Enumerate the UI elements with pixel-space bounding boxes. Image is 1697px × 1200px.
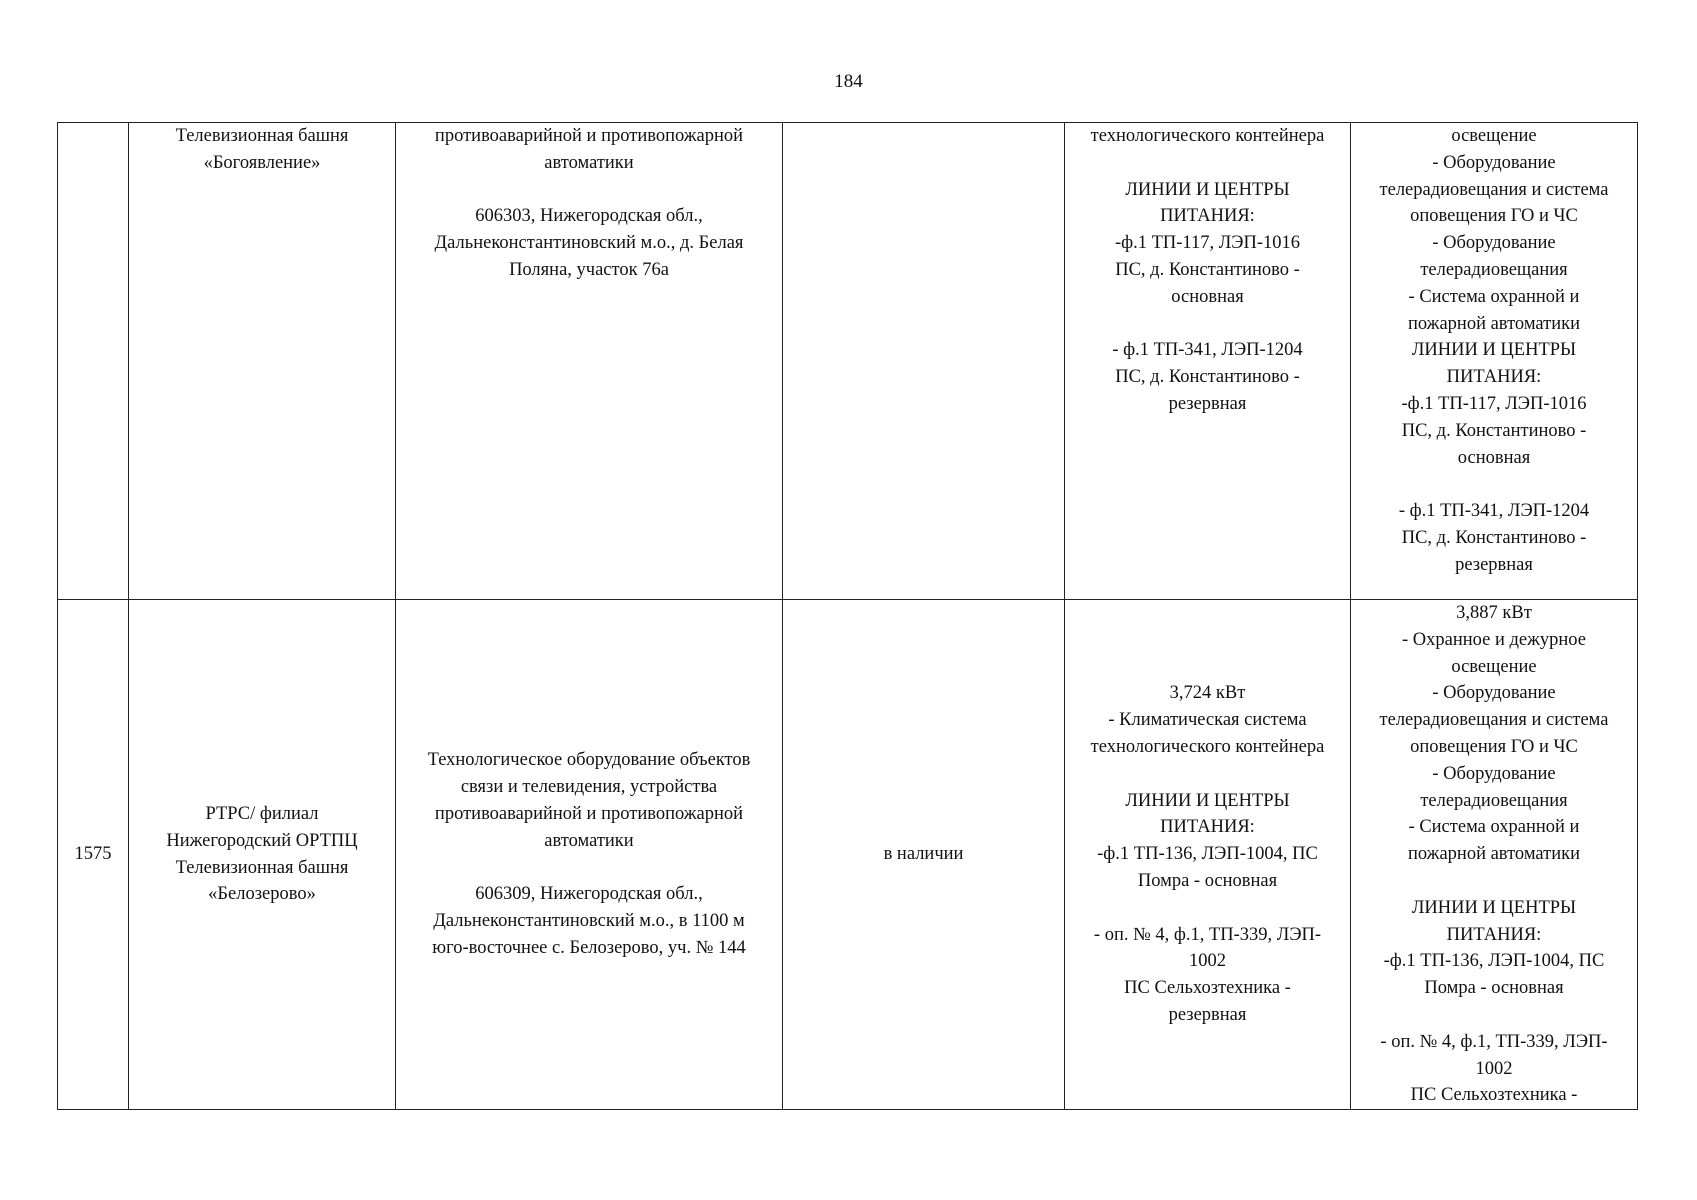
cell-power-total: 3,887 кВт - Охранное и дежурное освещение - Оборудование телерадиовещания и система оповещения ГО и ЧС - Оборудование телерадиовещания - Система охранной и пожарной автоматики ЛИНИИ И ЦЕНТРЫ ПИТАНИЯ: -ф.1 ТП-136, ЛЭП-1004, ПС Помра - основная - оп. № 4, ф.1, ТП-339, ЛЭП- 1002 ПС Сельхозтехника -: [1351, 600, 1638, 1110]
cell-description: противоаварийной и противопожарной автоматики 606303, Нижегородская обл., Дальнеконстантиновский м.о., д. Белая Поляна, участок 76а: [396, 123, 783, 600]
cell-power-primary: 3,724 кВт - Климатическая система технологического контейнера ЛИНИИ И ЦЕНТРЫ ПИТАНИЯ: -ф.1 ТП-136, ЛЭП-1004, ПС Помра - основная - оп. № 4, ф.1, ТП-339, ЛЭП- 1002 ПС Сельхозтехника - резервная: [1065, 600, 1351, 1110]
registry-table: [57, 122, 1638, 1110]
cell-status: [783, 123, 1065, 600]
cell-object-name: Телевизионная башня «Богоявление»: [129, 123, 396, 600]
cell-number: 1575: [58, 600, 129, 1110]
cell-status: в наличии: [783, 600, 1065, 1110]
cell-object-name: РТРС/ филиал Нижегородский ОРТПЦ Телевизионная башня «Белозерово»: [129, 600, 396, 1110]
cell-description: Технологическое оборудование объектов связи и телевидения, устройства противоаварийной и противопожарной автоматики 606309, Нижегородская обл., Дальнеконстантиновский м.о., в 1100 м юго-восточнее с. Белозерово, уч. № 144: [396, 600, 783, 1110]
cell-power-primary: технологического контейнера ЛИНИИ И ЦЕНТРЫ ПИТАНИЯ: -ф.1 ТП-117, ЛЭП-1016 ПС, д. Константиново - основная - ф.1 ТП-341, ЛЭП-1204 ПС, д. Константиново - резервная: [1065, 123, 1351, 600]
table-row: [58, 600, 1638, 1110]
cell-power-total: освещение - Оборудование телерадиовещания и система оповещения ГО и ЧС - Оборудование телерадиовещания - Система охранной и пожарной автоматики ЛИНИИ И ЦЕНТРЫ ПИТАНИЯ: -ф.1 ТП-117, ЛЭП-1016 ПС, д. Константиново - основная - ф.1 ТП-341, ЛЭП-1204 ПС, д. Константиново - резервная: [1351, 123, 1638, 600]
cell-number: [58, 123, 129, 600]
page-number: 184: [834, 71, 863, 92]
table-row: [58, 123, 1638, 600]
